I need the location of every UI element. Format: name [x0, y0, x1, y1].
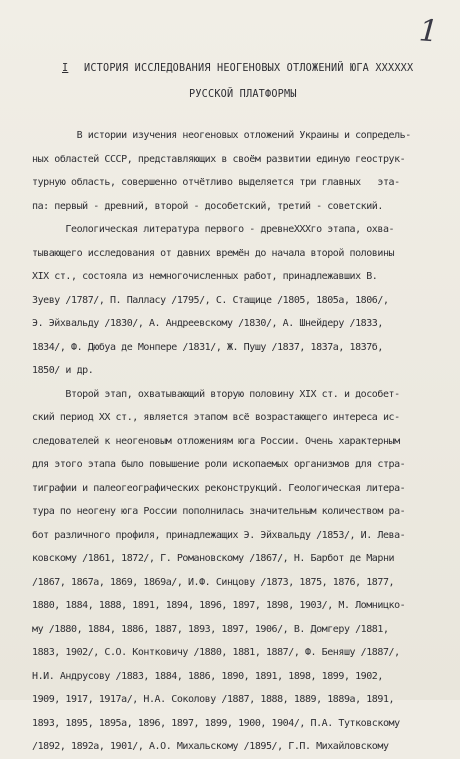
text-line: тура по неогену юга России пополнилась значительным количеством ра-: [32, 506, 406, 517]
text-line: турную область, совершенно отчётливо выделяется три главных эта-: [32, 177, 400, 188]
text-line: 1834/, Ф. Дюбуа де Монпере /1831/, Ж. Пушу /1837, 1837а, 1837б,: [32, 341, 383, 353]
text-line: ных областей СССР, представляющих в своём развитии единую геострук-: [32, 153, 406, 165]
text-line: Н.И. Андрусову /1883, 1884, 1886, 1890, 1891, 1898, 1899, 1902,: [32, 670, 383, 682]
heading-line-2: РУССКОЙ ПЛАТФОРМЫ: [189, 89, 297, 100]
text-line: /1892, 1892а, 1901/, А.О. Михальскому /1895/, Г.П. Михайловскому: [32, 741, 389, 752]
text-line: /1867, 1867а, 1869, 1869а/, И.Ф. Синцову /1873, 1875, 1876, 1877,: [32, 576, 395, 588]
text-line: следователей к неогеновым отложениям юга России. Очень характерным: [32, 435, 400, 447]
section-number: I: [62, 63, 69, 74]
text-line: 1909, 1917, 1917а/, Н.А. Соколову /1887, 1888, 1889, 1889а, 1891,: [32, 694, 395, 705]
handwritten-page-number: 1: [417, 13, 440, 50]
text-line: 1893, 1895, 1895а, 1896, 1897, 1899, 1900, 1904/, П.А. Тутковскому: [32, 717, 400, 729]
text-line: для этого этапа было повышение роли ископаемых организмов для стра-: [32, 459, 406, 470]
text-line: XIX ст., состояла из немногочисленных работ, принадлежавших В.: [32, 271, 378, 282]
text-line: 1850/ и др.: [32, 365, 94, 376]
text-line: тывающего исследования от давних времён до начала второй половины: [32, 247, 395, 259]
text-line: па: первый - древний, второй - дособетский, третий - советский.: [32, 200, 383, 212]
text-line: Второй этап, охватывающий вторую половину XIX ст. и дособет-: [32, 388, 400, 400]
text-line: бот различного профиля, принадлежащих Э. Эйхвальду /1853/, И. Лева-: [32, 529, 406, 541]
text-line: му /1880, 1884, 1886, 1887, 1893, 1897, 1906/, В. Домгеру /1881,: [32, 623, 389, 635]
text-line: 1880, 1884, 1888, 1891, 1894, 1896, 1897, 1898, 1903/, М. Ломницко-: [32, 600, 406, 611]
text-line: ковскому /1861, 1872/, Г. Романовскому /1867/, Н. Барбот де Марни: [32, 553, 395, 564]
text-line: Зуеву /1787/, П. Палласу /1795/, С. Стащице /1805, 1805а, 1806/,: [32, 294, 389, 306]
text-line: тиграфии и палеогеографических реконструкций. Геологическая литера-: [32, 482, 406, 494]
body-text: [32, 124, 446, 759]
text-line: ский период XX ст., является этапом всё возрастающего интереса ис-: [32, 412, 400, 423]
text-line: Геологическая литература первого - древнеХХХго этапа, охва-: [32, 224, 395, 235]
heading-line-1: ИСТОРИЯ ИССЛЕДОВАНИЯ НЕОГЕНОВЫХ ОТЛОЖЕНИЙ ЮГА ХХХХХХ: [84, 63, 414, 74]
text-line: Э. Эйхвальду /1830/, А. Андреевскому /1830/, А. Шнейдеру /1833,: [32, 318, 383, 329]
section-heading: [62, 56, 422, 108]
text-line: 1883, 1902/, С.О. Контковичу /1880, 1881, 1887/, Ф. Беняшу /1887/,: [32, 647, 400, 658]
text-line: В истории изучения неогеновых отложений Украины и сопредель-: [32, 130, 411, 141]
